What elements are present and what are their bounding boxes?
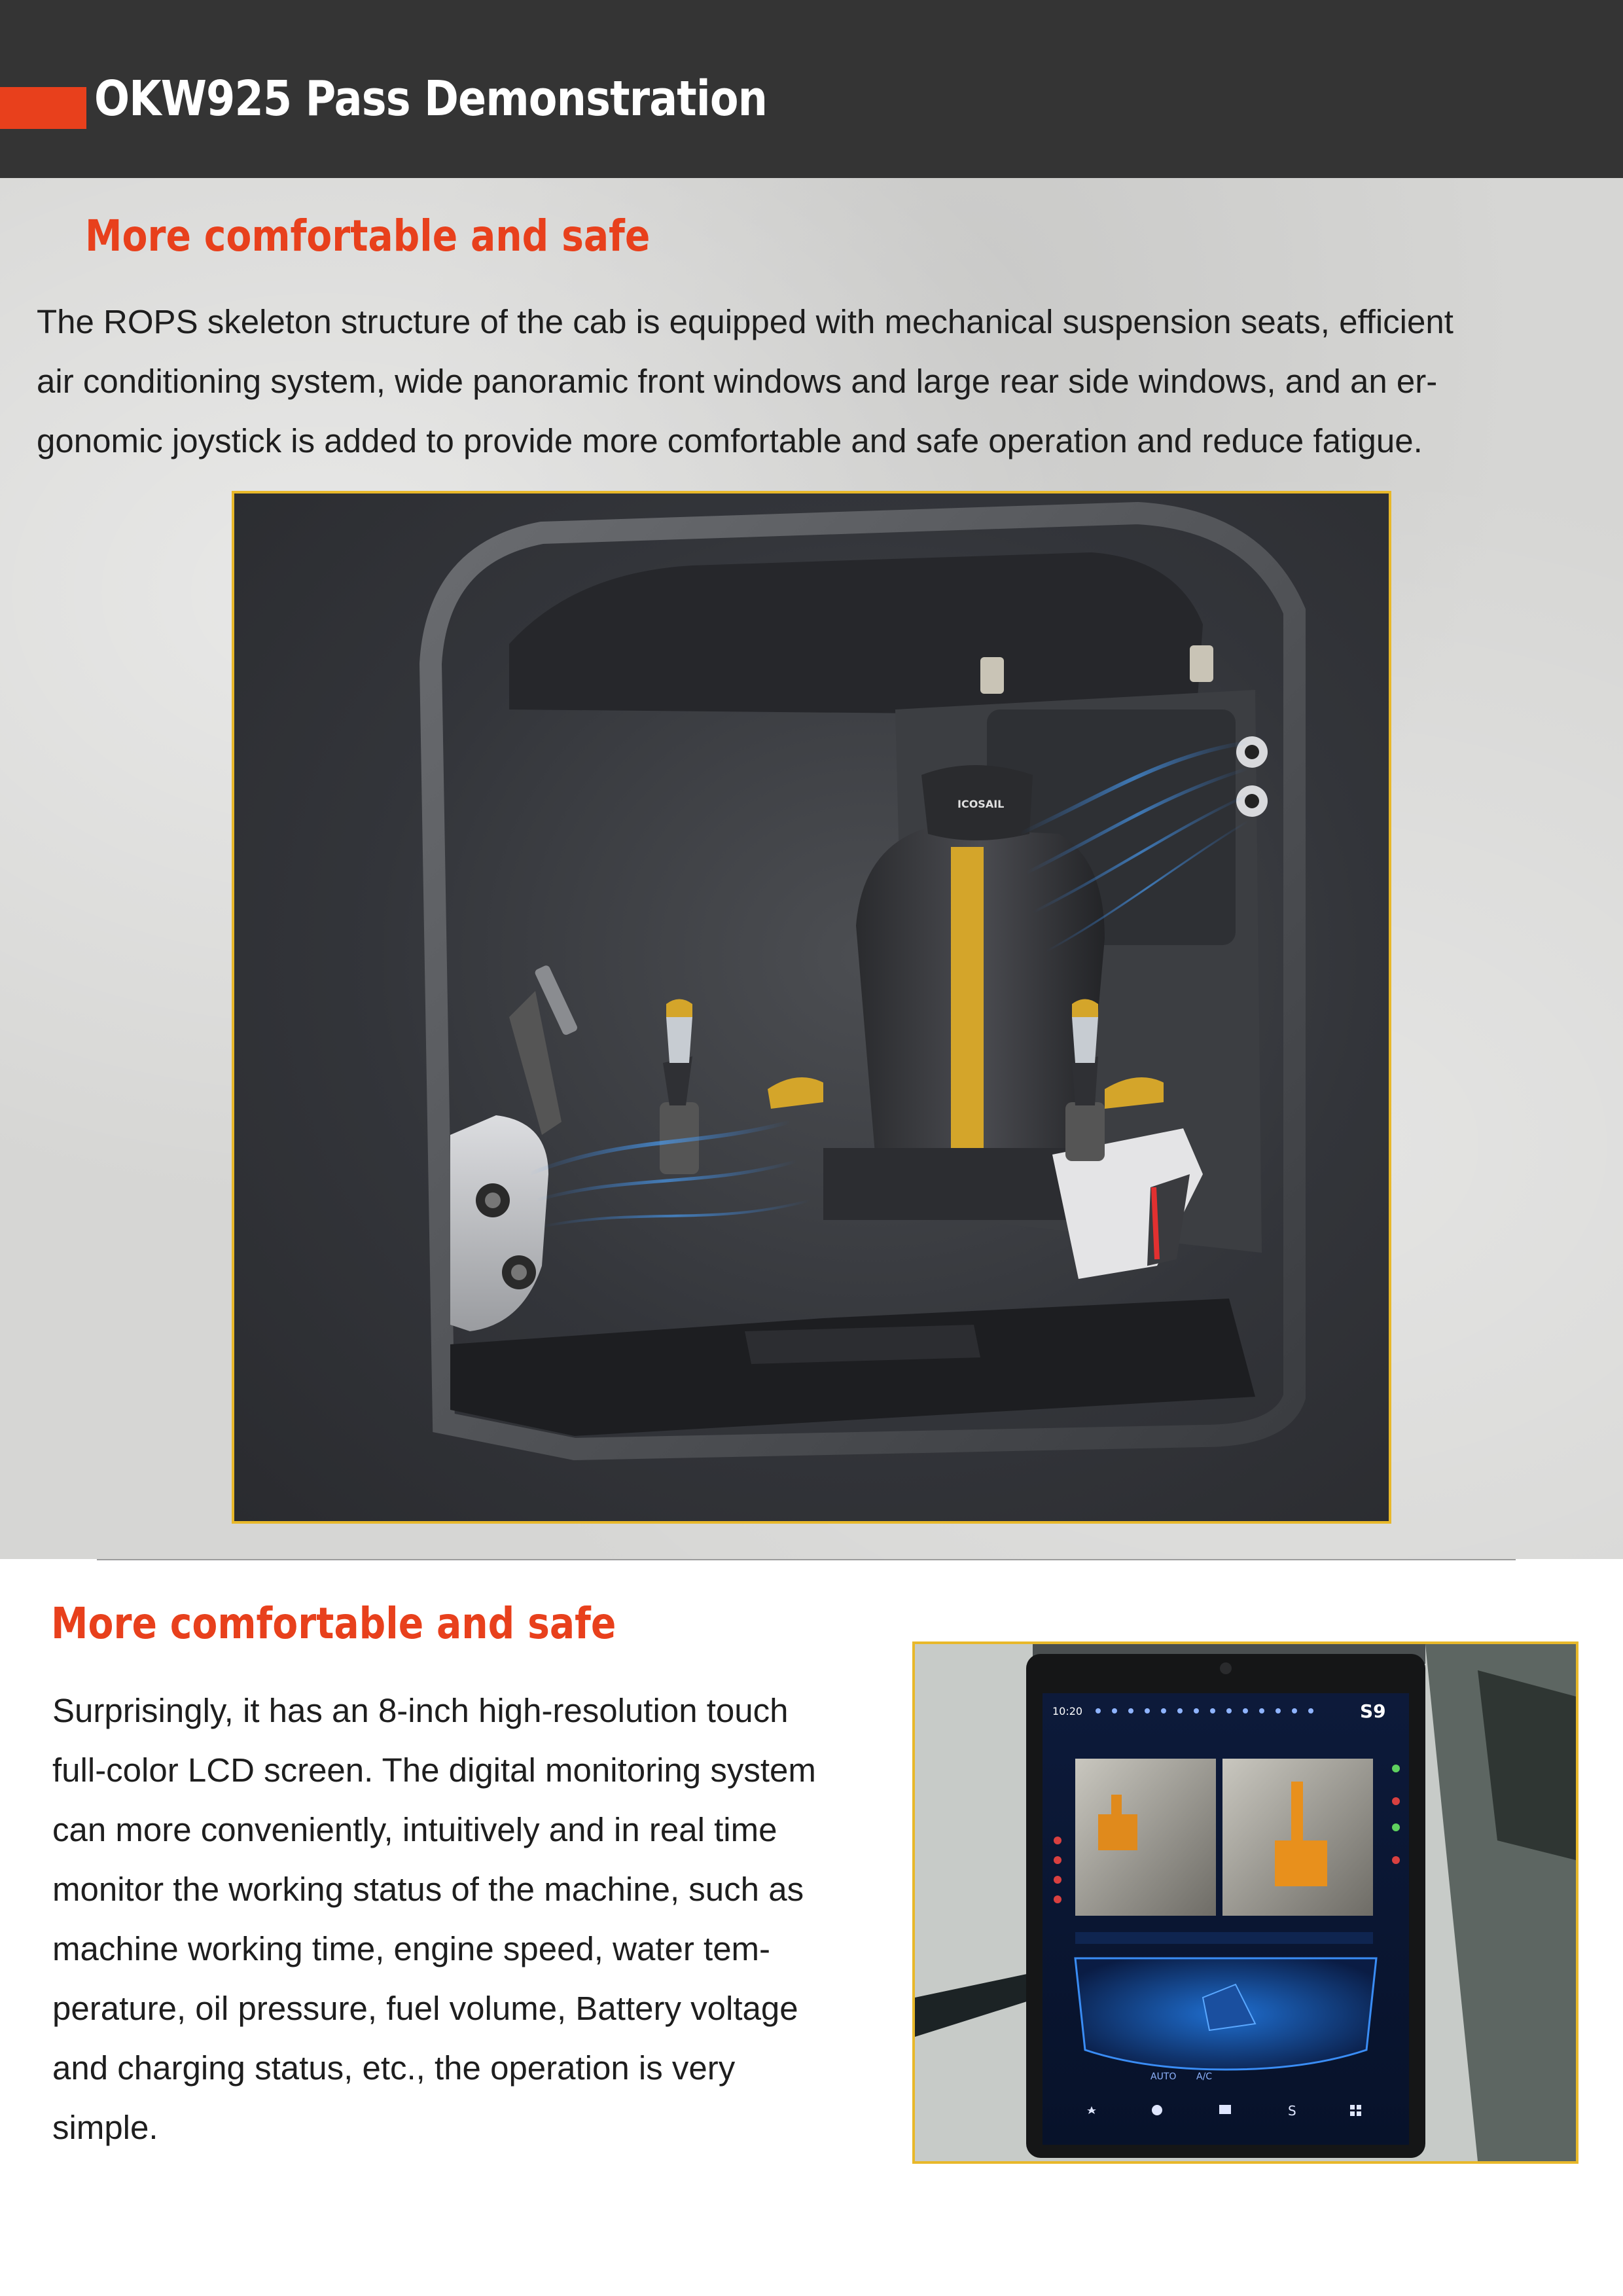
camera-view-left: [1075, 1759, 1216, 1916]
lcd-monitor-image: [912, 1641, 1578, 2164]
section2-line: can more conveniently, intuitively and in real time: [52, 1811, 777, 1848]
section2-line: full-color LCD screen. The digital monitoring system: [52, 1751, 816, 1789]
section2-line: monitor the working status of the machine, such as: [52, 1871, 804, 1908]
section2-line: and charging status, etc., the operation is very: [52, 2049, 736, 2087]
screen-brand-badge: S9: [1360, 1700, 1386, 1722]
screen-label-auto: AUTO: [1150, 2072, 1177, 2082]
left-joystick: [660, 999, 699, 1175]
section1-line: air conditioning system, wide panoramic front windows and large rear side windows, and an er-: [37, 363, 1438, 400]
header-accent-block: [0, 87, 86, 129]
cab-illustration: [234, 493, 1389, 1521]
cab-interior-image: [232, 491, 1391, 1524]
section2-line: machine working time, engine speed, water tem-: [52, 1930, 771, 1967]
camera-view-right: [1222, 1759, 1373, 1916]
screen-time: 10:20: [1052, 1705, 1083, 1717]
section1-heading: More comfortable and safe: [85, 211, 651, 261]
svg-text:S: S: [1288, 2103, 1296, 2119]
section-divider: [97, 1559, 1516, 1560]
lcd-monitor-illustration: [915, 1644, 1576, 2161]
section2-line: Surprisingly, it has an 8-inch high-resolution touch: [52, 1692, 789, 1729]
section1-paragraph: [37, 292, 1594, 471]
cab-floor: [450, 1299, 1255, 1436]
seat-yellow-stripe: [951, 847, 984, 1155]
page-title: OKW925 Pass Demonstration: [94, 71, 768, 127]
screen-label-ac: A/C: [1196, 2072, 1213, 2082]
section2-paragraph: [52, 1681, 903, 2157]
section2-heading: More comfortable and safe: [51, 1598, 616, 1649]
section1-line: The ROPS skeleton structure of the cab is equipped with mechanical suspension seats, efficient: [37, 303, 1454, 340]
left-console: [450, 1115, 548, 1331]
section2-line: simple.: [52, 2109, 158, 2146]
seat-logo: ICOSAIL: [957, 798, 1005, 810]
section2-line: perature, oil pressure, fuel volume, Battery voltage: [52, 1990, 798, 2027]
section1-line: gonomic joystick is added to provide more comfortable and safe operation and reduce fatigue.: [37, 422, 1423, 459]
